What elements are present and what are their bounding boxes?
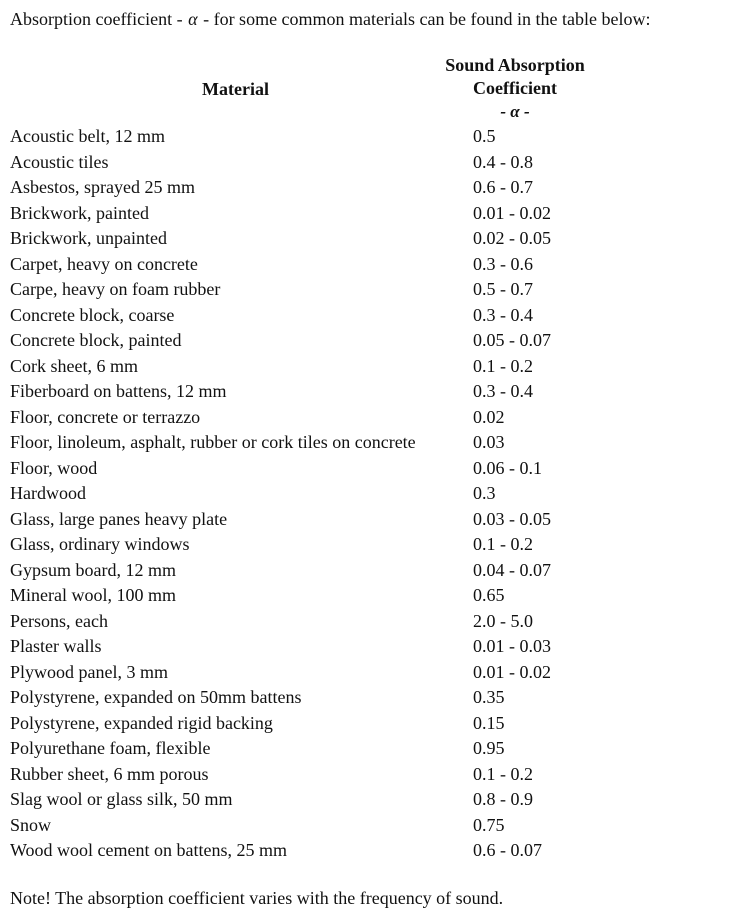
header-coefficient-symbol: - α - xyxy=(500,102,530,121)
table-row xyxy=(10,456,740,482)
material-cell: Concrete block, coarse xyxy=(10,304,175,325)
header-coefficient-line1: Sound Absorption xyxy=(445,55,585,75)
table-row xyxy=(10,124,740,150)
table-row xyxy=(10,252,740,278)
coefficient-cell: 0.01 - 0.02 xyxy=(473,202,551,223)
table-row xyxy=(10,405,740,431)
coefficient-cell: 0.95 xyxy=(473,738,505,758)
coefficient-cell: 2.0 - 5.0 xyxy=(473,610,533,631)
coefficient-cell: 0.6 - 0.07 xyxy=(473,840,542,860)
header-material: Material xyxy=(202,79,269,99)
material-cell: Concrete block, painted xyxy=(10,330,182,350)
coefficient-cell: 0.03 - 0.05 xyxy=(473,508,551,529)
coefficient-cell: 0.15 xyxy=(473,712,505,733)
coefficient-cell: 0.8 - 0.9 xyxy=(473,789,533,809)
table-row xyxy=(10,762,740,788)
table-row xyxy=(10,609,740,635)
material-cell: Mineral wool, 100 mm xyxy=(10,585,176,605)
material-cell: Brickwork, unpainted xyxy=(10,228,167,248)
table-row xyxy=(10,736,740,762)
table-row xyxy=(10,430,740,456)
material-cell: Hardwood xyxy=(10,483,86,503)
table-row xyxy=(10,201,740,227)
table-row xyxy=(10,787,740,813)
table-row xyxy=(10,277,740,303)
coefficient-cell: 0.5 xyxy=(473,126,496,146)
table-row xyxy=(10,685,740,711)
table-row xyxy=(10,303,740,329)
material-cell: Acoustic tiles xyxy=(10,151,109,172)
coefficient-cell: 0.05 - 0.07 xyxy=(473,330,551,350)
material-cell: Polystyrene, expanded rigid backing xyxy=(10,712,273,733)
coefficient-cell: 0.01 - 0.02 xyxy=(473,661,551,682)
material-cell: Carpe, heavy on foam rubber xyxy=(10,279,221,299)
material-cell: Brickwork, painted xyxy=(10,202,149,223)
table-row xyxy=(10,481,740,507)
table-row xyxy=(10,226,740,252)
coefficient-cell: 0.02 - 0.05 xyxy=(473,228,551,248)
material-cell: Glass, large panes heavy plate xyxy=(10,508,228,529)
table-row xyxy=(10,379,740,405)
table-row xyxy=(10,558,740,584)
intro-text-before: Absorption coefficient - xyxy=(10,9,188,29)
coefficient-cell: 0.02 xyxy=(473,406,505,427)
material-cell: Acoustic belt, 12 mm xyxy=(10,126,165,146)
table-row xyxy=(10,838,740,864)
intro-text xyxy=(10,8,748,30)
table-header xyxy=(10,54,740,124)
coefficient-cell: 0.4 - 0.8 xyxy=(473,151,533,172)
table-row xyxy=(10,813,740,839)
material-cell: Fiberboard on battens, 12 mm xyxy=(10,381,227,401)
table-row xyxy=(10,507,740,533)
material-cell: Floor, wood xyxy=(10,457,98,478)
coefficient-cell: 0.03 xyxy=(473,432,505,452)
material-cell: Polystyrene, expanded on 50mm battens xyxy=(10,687,302,707)
coefficient-cell: 0.1 - 0.2 xyxy=(473,763,533,784)
material-cell: Floor, concrete or terrazzo xyxy=(10,406,201,427)
header-coefficient-line2: Coefficient xyxy=(473,78,557,98)
material-cell: Gypsum board, 12 mm xyxy=(10,559,176,580)
material-cell: Carpet, heavy on concrete xyxy=(10,253,198,274)
coefficient-cell: 0.1 - 0.2 xyxy=(473,534,533,554)
material-cell: Floor, linoleum, asphalt, rubber or cork tiles on concrete xyxy=(10,432,416,452)
coefficient-cell: 0.3 xyxy=(473,483,496,503)
table-row xyxy=(10,583,740,609)
coefficient-cell: 0.75 xyxy=(473,814,505,835)
coefficient-cell: 0.65 xyxy=(473,585,505,605)
note-text: Note! The absorption coefficient varies with the frequency of sound. xyxy=(10,888,504,908)
table-row xyxy=(10,328,740,354)
table-row xyxy=(10,711,740,737)
table-row xyxy=(10,354,740,380)
coefficient-cell: 0.06 - 0.1 xyxy=(473,457,542,478)
alpha-symbol: α xyxy=(188,9,198,29)
coefficient-cell: 0.3 - 0.6 xyxy=(473,253,533,274)
material-cell: Wood wool cement on battens, 25 mm xyxy=(10,840,288,860)
material-cell: Glass, ordinary windows xyxy=(10,534,190,554)
material-cell: Plywood panel, 3 mm xyxy=(10,661,168,682)
table-row xyxy=(10,175,740,201)
coefficient-cell: 0.1 - 0.2 xyxy=(473,355,533,376)
table-body xyxy=(10,124,740,864)
intro-text-after: - for some common materials can be found in the table below: xyxy=(198,9,651,29)
material-cell: Polyurethane foam, flexible xyxy=(10,738,211,758)
table-row xyxy=(10,660,740,686)
coefficient-cell: 0.5 - 0.7 xyxy=(473,279,533,299)
material-cell: Plaster walls xyxy=(10,636,102,656)
coefficient-cell: 0.6 - 0.7 xyxy=(473,177,533,197)
material-cell: Persons, each xyxy=(10,610,108,631)
table-row xyxy=(10,634,740,660)
material-cell: Asbestos, sprayed 25 mm xyxy=(10,177,195,197)
coefficient-cell: 0.3 - 0.4 xyxy=(473,304,533,325)
coefficient-cell: 0.35 xyxy=(473,687,505,707)
header-coefficient xyxy=(415,54,615,123)
table-row xyxy=(10,150,740,176)
material-cell: Cork sheet, 6 mm xyxy=(10,355,138,376)
coefficient-cell: 0.3 - 0.4 xyxy=(473,381,533,401)
material-cell: Slag wool or glass silk, 50 mm xyxy=(10,789,233,809)
coefficient-cell: 0.04 - 0.07 xyxy=(473,559,551,580)
coefficient-cell: 0.01 - 0.03 xyxy=(473,636,551,656)
material-cell: Snow xyxy=(10,814,52,835)
table-row xyxy=(10,532,740,558)
material-cell: Rubber sheet, 6 mm porous xyxy=(10,763,209,784)
absorption-table xyxy=(10,54,740,860)
